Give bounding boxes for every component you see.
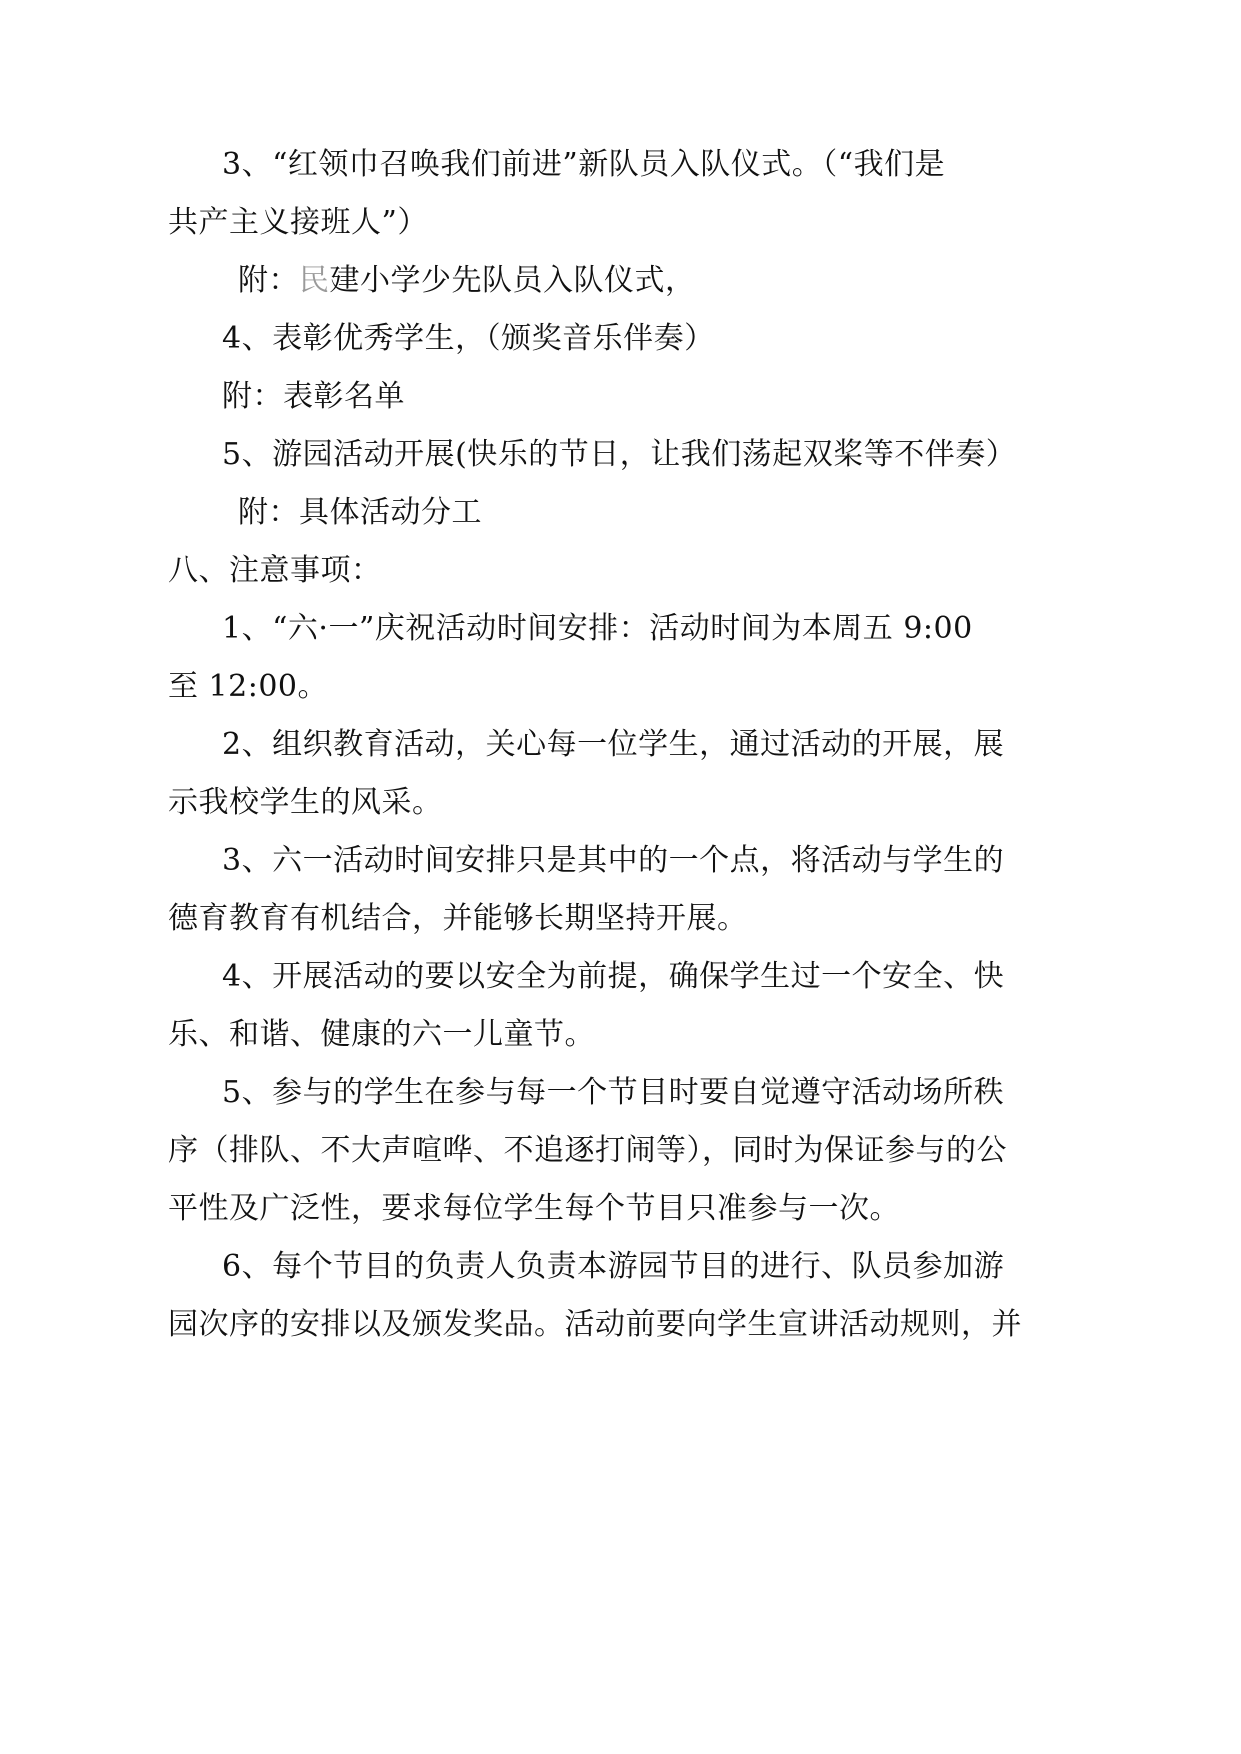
attachment-text: 建小学少先队员入队仪式，	[329, 263, 696, 298]
item-4-line-1: 4、表彰优秀学生，（颁奖音乐伴奏）	[222, 321, 715, 356]
note-5-line-1: 5、参与的学生在参与每一个节目时要自觉遵守活动场所秩	[222, 1075, 1005, 1110]
note-4-line-2: 乐、和谐、健康的六一儿童节。	[168, 1017, 595, 1052]
note-3-line-1: 3、六一活动时间安排只是其中的一个点，将活动与学生的	[222, 843, 1005, 878]
note-5-line-2: 序（排队、不大声喧哗、不追逐打闹等），同时为保证参与的公	[168, 1133, 1007, 1168]
item-5-line-1: 5、游园活动开展(快乐的节日，让我们荡起双桨等不伴奏）	[222, 437, 1017, 472]
attachment-awards-list: 附：表彰名单	[222, 379, 405, 414]
note-1-line-1: 1、“六·一”庆祝活动时间安排：活动时间为本周五 9:00	[222, 611, 973, 646]
section-heading: 八、注意事项：	[168, 553, 382, 588]
note-4-line-1: 4、开展活动的要以安全为前提，确保学生过一个安全、快	[222, 959, 1005, 994]
attachment-grey-char: 民	[299, 263, 330, 298]
item-3-line-2: 共产主义接班人”）	[168, 205, 428, 240]
note-3-line-2: 德育教育有机结合，并能够长期坚持开展。	[168, 901, 748, 936]
note-5-line-3: 平性及广泛性，要求每位学生每个节目只准参与一次。	[168, 1191, 900, 1226]
attachment-activity-roles: 附：具体活动分工	[238, 495, 482, 530]
note-2-line-2: 示我校学生的风采。	[168, 785, 443, 820]
attachment-ceremony	[238, 261, 696, 301]
item-3-line-1: 3、“红领巾召唤我们前进”新队员入队仪式。（“我们是	[222, 147, 946, 182]
note-6-line-1: 6、每个节目的负责人负责本游园节目的进行、队员参加游	[222, 1249, 1005, 1284]
note-1-line-2: 至 12:00。	[168, 669, 328, 704]
note-6-line-2: 园次序的安排以及颁发奖品。活动前要向学生宣讲活动规则，并	[168, 1307, 1022, 1342]
attachment-prefix: 附：	[238, 263, 299, 298]
note-2-line-1: 2、组织教育活动，关心每一位学生，通过活动的开展，展	[222, 727, 1005, 762]
